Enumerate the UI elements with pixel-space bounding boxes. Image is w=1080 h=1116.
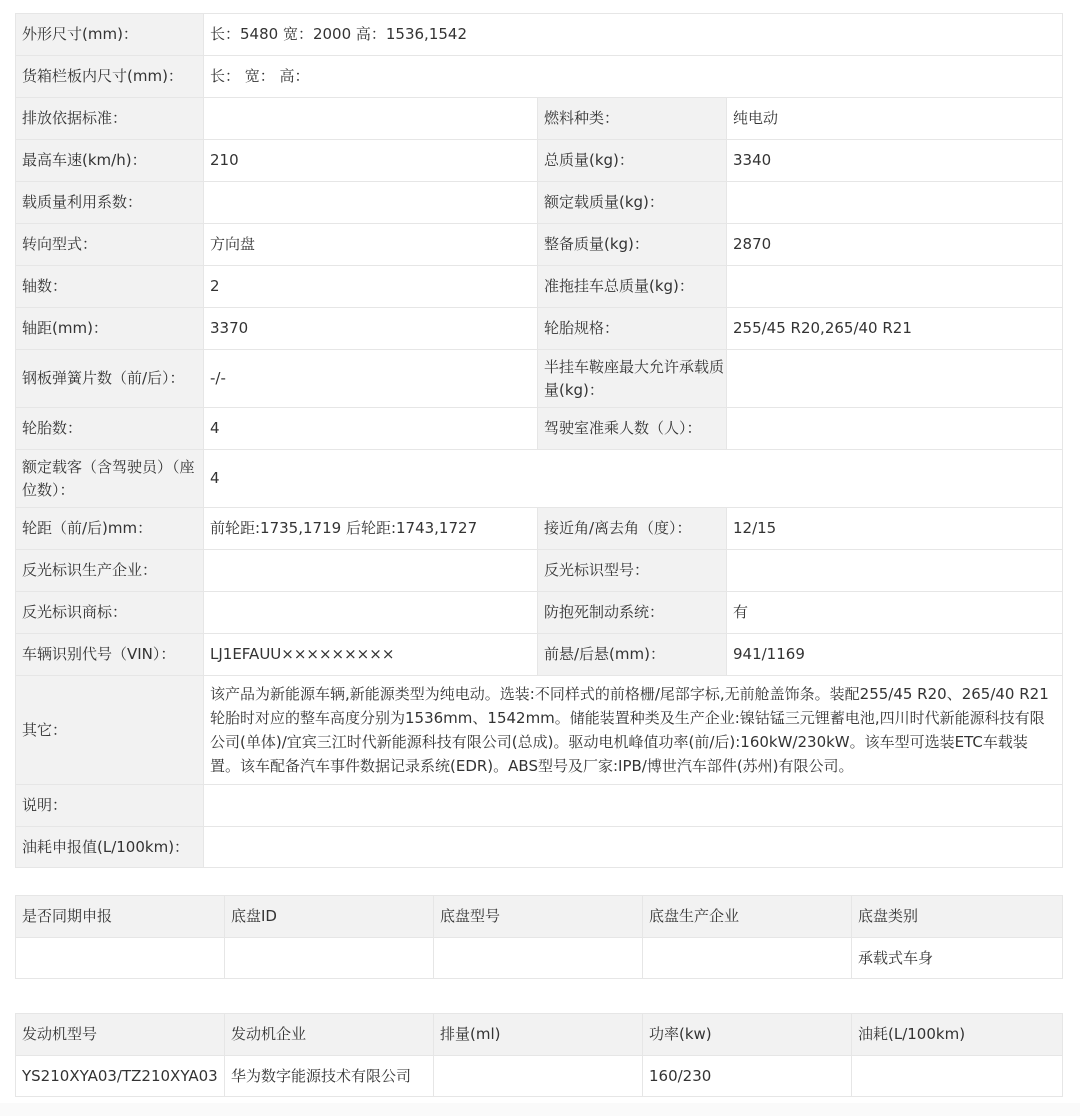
rated-passengers-label: 额定载客（含驾驶员）（座位数）： <box>16 450 204 508</box>
approach-departure-value: 12/15 <box>727 508 1063 550</box>
chassis-maker-cell <box>643 938 852 979</box>
abs-value: 有 <box>727 592 1063 634</box>
chassis-header-maker: 底盘生产企业 <box>643 896 852 938</box>
reflector-maker-value <box>204 550 538 592</box>
steering-label: 转向型式： <box>16 224 204 266</box>
note-value <box>204 785 1063 827</box>
max-speed-value: 210 <box>204 140 538 182</box>
trailer-mass-label: 准拖挂车总质量(kg)： <box>538 266 727 308</box>
engine-header-displacement: 排量(ml) <box>434 1014 643 1056</box>
reflector-maker-label: 反光标识生产企业： <box>16 550 204 592</box>
curb-mass-label: 整备质量(kg)： <box>538 224 727 266</box>
fuel-type-label: 燃料种类： <box>538 98 727 140</box>
engine-header-row <box>16 1014 1063 1056</box>
chassis-model-cell <box>434 938 643 979</box>
saddle-load-label: 半挂车鞍座最大允许承载质量(kg)： <box>538 350 727 408</box>
rated-passengers-value: 4 <box>204 450 1063 508</box>
dimensions-label: 外形尺寸(mm)： <box>16 14 204 56</box>
vin-value: LJ1EFAUU××××××××× <box>204 634 538 676</box>
cab-passengers-label: 驾驶室准乘人数（人）： <box>538 408 727 450</box>
reflector-model-value <box>727 550 1063 592</box>
emission-standard-value <box>204 98 538 140</box>
reflector-brand-label: 反光标识商标： <box>16 592 204 634</box>
chassis-header-row <box>16 896 1063 938</box>
total-mass-label: 总质量(kg)： <box>538 140 727 182</box>
tire-count-label: 轮胎数： <box>16 408 204 450</box>
approach-departure-label: 接近角/离去角（度）： <box>538 508 727 550</box>
other-label: 其它： <box>16 676 204 785</box>
cargo-dimensions-label: 货箱栏板内尺寸(mm)： <box>16 56 204 98</box>
tire-spec-value: 255/45 R20,265/40 R21 <box>727 308 1063 350</box>
note-label: 说明： <box>16 785 204 827</box>
reflector-brand-value <box>204 592 538 634</box>
engine-maker-cell: 华为数字能源技术有限公司 <box>225 1056 434 1097</box>
trailer-mass-value <box>727 266 1063 308</box>
wheelbase-value: 3370 <box>204 308 538 350</box>
engine-header-maker: 发动机企业 <box>225 1014 434 1056</box>
footer-strip <box>0 1103 1080 1116</box>
axles-value: 2 <box>204 266 538 308</box>
total-mass-value: 3340 <box>727 140 1063 182</box>
fuel-consumption-value <box>204 827 1063 868</box>
abs-label: 防抱死制动系统： <box>538 592 727 634</box>
engine-data-row <box>16 1056 1063 1097</box>
vin-label: 车辆识别代号（VIN）： <box>16 634 204 676</box>
dimensions-value: 长：5480 宽：2000 高：1536,1542 <box>204 14 1063 56</box>
engine-power-cell: 160/230 <box>643 1056 852 1097</box>
spec-table <box>15 13 1063 868</box>
chassis-header-id: 底盘ID <box>225 896 434 938</box>
chassis-same-period-cell <box>16 938 225 979</box>
load-coefficient-value <box>204 182 538 224</box>
rated-load-label: 额定载质量(kg)： <box>538 182 727 224</box>
engine-fuel-consumption-cell <box>852 1056 1063 1097</box>
overhang-label: 前悬/后悬(mm)： <box>538 634 727 676</box>
chassis-data-row <box>16 938 1063 979</box>
chassis-id-cell <box>225 938 434 979</box>
chassis-header-model: 底盘型号 <box>434 896 643 938</box>
track-width-value: 前轮距:1735,1719 后轮距:1743,1727 <box>204 508 538 550</box>
load-coefficient-label: 载质量利用系数： <box>16 182 204 224</box>
reflector-model-label: 反光标识型号： <box>538 550 727 592</box>
engine-header-power: 功率(kw) <box>643 1014 852 1056</box>
other-value: 该产品为新能源车辆,新能源类型为纯电动。选装:不同样式的前格栅/尾部字标,无前舱盖饰条。装配255/45 R20、265/40 R21轮胎时对应的整车高度分别为1536mm、1542mm。储能装置种类及生产企业:镍钴锰三元锂蓄电池,四川时代新能源科技有限公司(单体)/宜宾三江时代新能源科技有限公司(总成)。驱动电机峰值功率(前/后):160kW/230kW。该车型可选装ETC车载装置。该车配备汽车事件数据记录系统(EDR)。ABS型号及厂家:IPB/博世汽车部件(苏州)有限公司。 <box>204 676 1063 785</box>
saddle-load-value <box>727 350 1063 408</box>
leaf-spring-label: 钢板弹簧片数（前/后）： <box>16 350 204 408</box>
rated-load-value <box>727 182 1063 224</box>
track-width-label: 轮距（前/后)mm： <box>16 508 204 550</box>
engine-model-cell: YS210XYA03/TZ210XYA03 <box>16 1056 225 1097</box>
emission-standard-label: 排放依据标准： <box>16 98 204 140</box>
axles-label: 轴数： <box>16 266 204 308</box>
tire-spec-label: 轮胎规格： <box>538 308 727 350</box>
max-speed-label: 最高车速(km/h)： <box>16 140 204 182</box>
engine-header-model: 发动机型号 <box>16 1014 225 1056</box>
engine-header-fuel-consumption: 油耗(L/100km) <box>852 1014 1063 1056</box>
fuel-type-value: 纯电动 <box>727 98 1063 140</box>
cab-passengers-value <box>727 408 1063 450</box>
wheelbase-label: 轴距(mm)： <box>16 308 204 350</box>
chassis-category-cell: 承载式车身 <box>852 938 1063 979</box>
leaf-spring-value: -/- <box>204 350 538 408</box>
engine-table <box>15 1013 1063 1097</box>
engine-displacement-cell <box>434 1056 643 1097</box>
chassis-header-category: 底盘类别 <box>852 896 1063 938</box>
overhang-value: 941/1169 <box>727 634 1063 676</box>
steering-value: 方向盘 <box>204 224 538 266</box>
cargo-dimensions-value: 长： 宽： 高： <box>204 56 1063 98</box>
curb-mass-value: 2870 <box>727 224 1063 266</box>
fuel-consumption-label: 油耗申报值(L/100km)： <box>16 827 204 868</box>
chassis-table <box>15 895 1063 979</box>
tire-count-value: 4 <box>204 408 538 450</box>
chassis-header-same-period: 是否同期申报 <box>16 896 225 938</box>
